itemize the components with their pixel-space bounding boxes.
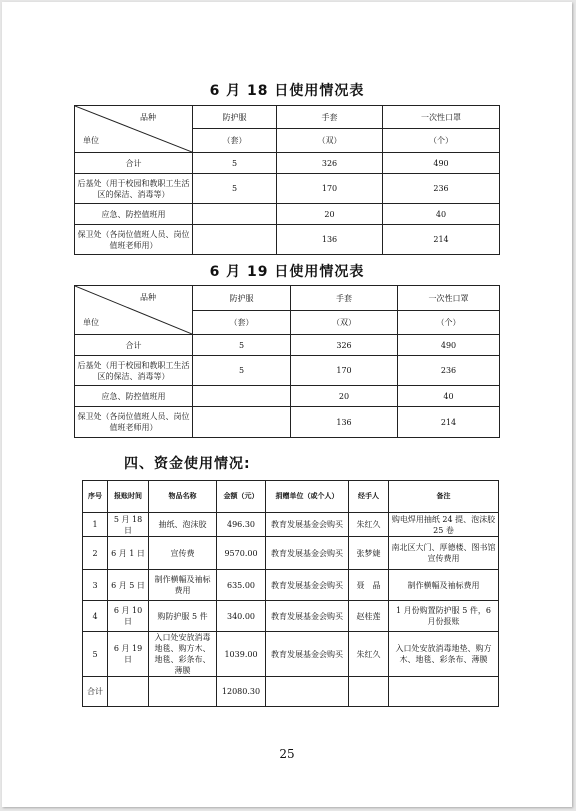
table-cell: 236 bbox=[383, 174, 500, 204]
table-header-corner bbox=[75, 286, 193, 335]
table-cell: 5 月 18 日 bbox=[108, 513, 149, 537]
table-cell: 1 bbox=[83, 513, 108, 537]
table-cell: 20 bbox=[291, 386, 398, 407]
row-label: 应急、防控值班用 bbox=[75, 204, 193, 225]
table-cell: 4 bbox=[83, 601, 108, 632]
total-row bbox=[83, 677, 499, 707]
corner-label-variety: 品种 bbox=[140, 113, 156, 122]
table-cell: 136 bbox=[291, 407, 398, 438]
table-cell: 5 bbox=[193, 335, 291, 356]
funds-usage-table bbox=[82, 480, 499, 707]
row-label: 保卫处（各岗位值班人员、岗位值班老师用） bbox=[75, 225, 193, 255]
table-cell: 1 月份购置防护服 5 件，6 月份报账 bbox=[389, 601, 499, 632]
column-header: 备注 bbox=[389, 481, 499, 513]
table-cell: 326 bbox=[291, 335, 398, 356]
table-cell: 抽纸、泡沫胶 bbox=[149, 513, 217, 537]
table-cell: 2 bbox=[83, 537, 108, 570]
table-cell: 教育发展基金会购买 bbox=[266, 601, 349, 632]
table-cell: 9570.00 bbox=[217, 537, 266, 570]
usage-table-june19 bbox=[74, 285, 500, 438]
unit-cell: （双） bbox=[277, 129, 383, 153]
table-cell: 136 bbox=[277, 225, 383, 255]
row-label: 合计 bbox=[75, 153, 193, 174]
column-header: 防护服 bbox=[193, 106, 277, 129]
table-cell: 购电焊用抽纸 24 提、泡沫胶 25 卷 bbox=[389, 513, 499, 537]
column-header: 手套 bbox=[277, 106, 383, 129]
table-cell: 635.00 bbox=[217, 570, 266, 601]
table-cell: 朱红久 bbox=[349, 513, 389, 537]
column-header: 一次性口罩 bbox=[383, 106, 500, 129]
section-heading: 四、资金使用情况: bbox=[124, 456, 251, 472]
table-cell: 326 bbox=[277, 153, 383, 174]
row-label: 保卫处（各岗位值班人员、岗位值班老师用） bbox=[75, 407, 193, 438]
total-label: 合计 bbox=[83, 677, 108, 707]
table-cell: 购防护服 5 件 bbox=[149, 601, 217, 632]
corner-label-unit: 单位 bbox=[83, 318, 99, 327]
row-label: 合计 bbox=[75, 335, 193, 356]
table-cell: 6 月 10 日 bbox=[108, 601, 149, 632]
table1-title: 6 月 18 日使用情况表 bbox=[209, 83, 365, 99]
table2-title: 6 月 19 日使用情况表 bbox=[209, 264, 365, 280]
column-header: 手套 bbox=[291, 286, 398, 311]
table-cell: 20 bbox=[277, 204, 383, 225]
unit-cell: （套） bbox=[193, 311, 291, 335]
table-cell: 制作横幅及袖标费用 bbox=[389, 570, 499, 601]
unit-cell: （双） bbox=[291, 311, 398, 335]
table-row bbox=[83, 601, 499, 632]
table-cell: 214 bbox=[398, 407, 500, 438]
table-row bbox=[83, 632, 499, 677]
table-cell: 490 bbox=[383, 153, 500, 174]
table-cell: 入口处安放消毒地毯、购方木、地毯、彩条布、薄膜 bbox=[149, 632, 217, 677]
table-cell: 5 bbox=[83, 632, 108, 677]
table-cell: 教育发展基金会购买 bbox=[266, 570, 349, 601]
table-cell: 朱红久 bbox=[349, 632, 389, 677]
table-cell: 赵桂莲 bbox=[349, 601, 389, 632]
table-cell: 6 月 19 日 bbox=[108, 632, 149, 677]
table-cell: 236 bbox=[398, 356, 500, 386]
total-value: 12080.30 bbox=[217, 677, 266, 707]
row-label: 应急、防控值班用 bbox=[75, 386, 193, 407]
table-cell: 214 bbox=[383, 225, 500, 255]
table-row bbox=[83, 570, 499, 601]
unit-cell: （个） bbox=[383, 129, 500, 153]
table-cell: 496.30 bbox=[217, 513, 266, 537]
corner-label-unit: 单位 bbox=[83, 136, 99, 145]
table-cell: 5 bbox=[193, 174, 277, 204]
table-cell: 聂 晶 bbox=[349, 570, 389, 601]
table-cell: 1039.00 bbox=[217, 632, 266, 677]
table-cell: 教育发展基金会购买 bbox=[266, 513, 349, 537]
table-cell: 制作横幅及袖标费用 bbox=[149, 570, 217, 601]
table-cell: 170 bbox=[277, 174, 383, 204]
table-cell: 张梦婕 bbox=[349, 537, 389, 570]
table-cell: 490 bbox=[398, 335, 500, 356]
usage-table-june18 bbox=[74, 105, 500, 255]
document-page bbox=[2, 2, 572, 807]
row-label: 后基处（用于校园和教职工生活区的保洁、消毒等） bbox=[75, 356, 193, 386]
table-cell: 6 月 1 日 bbox=[108, 537, 149, 570]
table-cell bbox=[193, 225, 277, 255]
table-row bbox=[83, 537, 499, 570]
table-header-corner bbox=[75, 106, 193, 153]
table-cell: 宣传费 bbox=[149, 537, 217, 570]
column-header: 物品名称 bbox=[149, 481, 217, 513]
table-cell: 教育发展基金会购买 bbox=[266, 537, 349, 570]
table-cell bbox=[193, 204, 277, 225]
column-header: 经手人 bbox=[349, 481, 389, 513]
table-cell: 6 月 5 日 bbox=[108, 570, 149, 601]
table-cell: 170 bbox=[291, 356, 398, 386]
table-cell: 5 bbox=[193, 356, 291, 386]
column-header: 一次性口罩 bbox=[398, 286, 500, 311]
table-cell: 340.00 bbox=[217, 601, 266, 632]
table-cell bbox=[193, 407, 291, 438]
column-header: 序号 bbox=[83, 481, 108, 513]
table-cell: 南北区大门、厚德楼、图书馆宣传费用 bbox=[389, 537, 499, 570]
table-row bbox=[83, 513, 499, 537]
column-header: 报账时间 bbox=[108, 481, 149, 513]
unit-cell: （套） bbox=[193, 129, 277, 153]
column-header: 防护服 bbox=[193, 286, 291, 311]
column-header: 金额（元） bbox=[217, 481, 266, 513]
table-cell: 教育发展基金会购买 bbox=[266, 632, 349, 677]
unit-cell: （个） bbox=[398, 311, 500, 335]
corner-label-variety: 品种 bbox=[140, 293, 156, 302]
page-number: 25 bbox=[279, 747, 295, 761]
table-cell: 40 bbox=[398, 386, 500, 407]
table-cell: 5 bbox=[193, 153, 277, 174]
row-label: 后基处（用于校园和教职工生活区的保洁、消毒等） bbox=[75, 174, 193, 204]
table-cell: 40 bbox=[383, 204, 500, 225]
table-cell: 入口处安放消毒地垫、购方木、地毯、彩条布、薄膜 bbox=[389, 632, 499, 677]
column-header: 捐赠单位（或个人） bbox=[266, 481, 349, 513]
table-cell: 3 bbox=[83, 570, 108, 601]
table-cell bbox=[193, 386, 291, 407]
